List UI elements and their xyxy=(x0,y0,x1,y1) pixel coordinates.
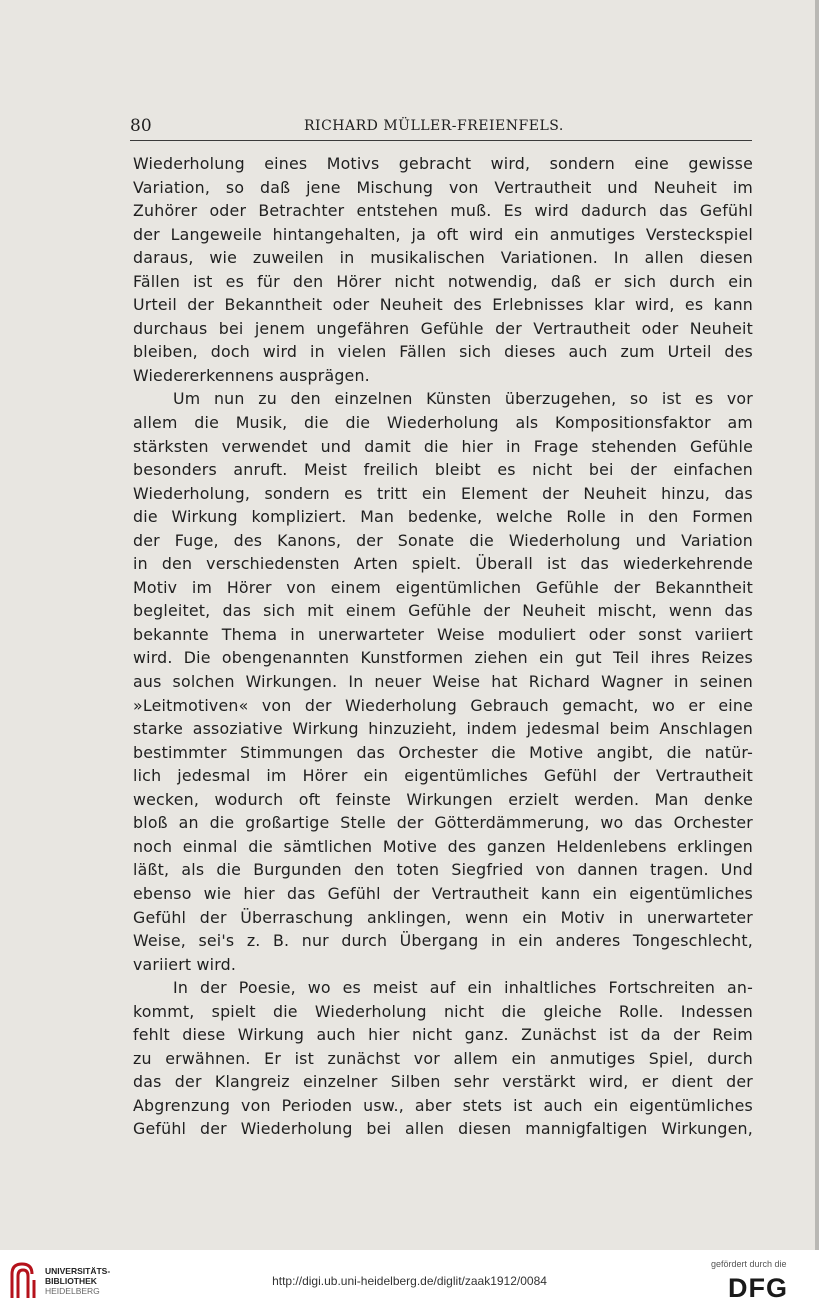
text-line: Abgrenzung von Perioden usw., aber stets ist auch ein eigentümliches xyxy=(133,1095,753,1115)
text-line: stärksten verwendet und damit die hier in Frage stehenden Gefühle xyxy=(133,436,753,456)
text-line: variiert wird. xyxy=(133,954,237,974)
dfg-logo-icon xyxy=(728,1274,810,1300)
text-line: wird. Die obengenannten Kunstformen ziehen ein gut Teil ihres Reizes xyxy=(133,648,753,668)
page-number: 80 xyxy=(130,116,152,136)
text-line: ebenso wie hier das Gefühl der Vertrautheit kann ein eigentümliches xyxy=(133,883,753,903)
text-line: lich jedesmal im Hörer ein eigentümliches Gefühl der Vertrautheit xyxy=(133,766,753,786)
text-line: Zuhörer oder Betrachter entstehen muß. Es wird dadurch das Gefühl xyxy=(133,201,753,221)
text-line: Wiederholung, sondern es tritt ein Element der Neuheit hinzu, das xyxy=(133,483,753,503)
text-line: Wiedererkennens ausprägen. xyxy=(133,365,370,385)
text-line: durchaus bei jenem ungefähren Gefühle der Vertrautheit oder Neuheit xyxy=(133,318,753,338)
text-line: Um nun zu den einzelnen Künsten überzugehen, so ist es vor xyxy=(173,389,753,409)
text-line: Weise, sei's z. B. nur durch Übergang in ein anderes Tongeschlecht, xyxy=(133,931,753,951)
text-line: bleiben, doch wird in vielen Fällen sich dieses auch zum Urteil des xyxy=(133,342,753,362)
text-line: Urteil der Bekanntheit oder Neuheit des Erlebnisses klar wird, es kann xyxy=(133,295,753,315)
text-line: besonders anruft. Meist freilich bleibt es nicht bei der einfachen xyxy=(133,460,753,480)
text-line: daraus, wie zuweilen in musikalischen Variationen. In allen diesen xyxy=(133,248,753,268)
text-line: allem die Musik, die die Wiederholung als Kompositionsfaktor am xyxy=(133,413,753,433)
text-line: starke assoziative Wirkung hinzuzieht, indem jedesmal beim Anschlagen xyxy=(133,719,753,739)
text-line: kommt, spielt die Wiederholung nicht die gleiche Rolle. Indessen xyxy=(133,1001,753,1021)
text-line: bestimmter Stimmungen das Orchester die Motive angibt, die natür- xyxy=(133,742,753,762)
text-line: bekannte Thema in unerwarteter Weise moduliert oder sonst variiert xyxy=(133,624,753,644)
text-line: noch einmal die sämtlichen Motive des ganzen Heldenlebens erklingen xyxy=(133,836,753,856)
permalink-url[interactable]: http://digi.ub.uni-heidelberg.de/diglit/zaak1912/0084 xyxy=(272,1274,547,1288)
text-line: der Langeweile hintangehalten, ja oft wird ein anmutiges Versteckspiel xyxy=(133,224,753,244)
page-header xyxy=(130,114,752,141)
text-line: zu erwähnen. Er ist zunächst vor allem ein anmutiges Spiel, durch xyxy=(133,1048,753,1068)
text-line: die Wirkung kompliziert. Man bedenke, welche Rolle in den Formen xyxy=(133,507,753,527)
text-line: »Leitmotiven« von der Wiederholung Gebrauch gemacht, wo er eine xyxy=(133,695,753,715)
footer-bar xyxy=(0,1250,819,1312)
text-line: läßt, als die Burgunden den toten Siegfried von dannen tragen. Und xyxy=(133,860,753,880)
text-line: Wiederholung eines Motivs gebracht wird, sondern eine gewisse xyxy=(133,154,753,173)
library-name-line: BIBLIOTHEK xyxy=(45,1276,97,1286)
funded-by-label: gefördert durch die xyxy=(711,1259,787,1269)
library-name-line: UNIVERSITÄTS- xyxy=(45,1266,111,1276)
text-line: der Fuge, des Kanons, der Sonate die Wiederholung und Variation xyxy=(133,530,753,550)
text-line: in den verschiedensten Arten spielt. Überall ist das wiederkehrende xyxy=(133,554,753,574)
library-name-line: HEIDELBERG xyxy=(45,1286,100,1296)
text-line: wecken, wodurch oft feinste Wirkungen erzielt werden. Man denke xyxy=(133,789,753,809)
text-line: In der Poesie, wo es meist auf ein inhaltliches Fortschreiten an- xyxy=(173,978,753,998)
text-line: Gefühl der Wiederholung bei allen diesen mannigfaltigen Wirkungen, xyxy=(133,1119,753,1139)
text-line: begleitet, das sich mit einem Gefühle der Neuheit mischt, wenn das xyxy=(133,601,753,621)
text-line: Fällen ist es für den Hörer nicht notwendig, daß er sich durch ein xyxy=(133,271,753,291)
text-line: Gefühl der Überraschung anklingen, wenn ein Motiv in unerwarteter xyxy=(133,907,753,927)
text-line: aus solchen Wirkungen. In neuer Weise hat Richard Wagner in seinen xyxy=(133,672,753,692)
text-line: fehlt diese Wirkung auch hier nicht ganz. Zunächst ist da der Reim xyxy=(133,1025,753,1045)
text-line: das der Klangreiz einzelner Silben sehr verstärkt wird, er dient der xyxy=(133,1072,753,1092)
text-line: bloß an die großartige Stelle der Götterdämmerung, wo das Orchester xyxy=(133,813,753,833)
body-text xyxy=(133,152,753,1141)
text-line: Variation, so daß jene Mischung von Vertrautheit und Neuheit im xyxy=(133,177,753,197)
running-head: RICHARD MÜLLER-FREIENFELS. xyxy=(304,118,564,134)
dfg-logo-text: DFG xyxy=(728,1274,788,1300)
text-line: Motiv im Hörer von einem eigentümlichen Gefühle der Bekanntheit xyxy=(133,577,753,597)
